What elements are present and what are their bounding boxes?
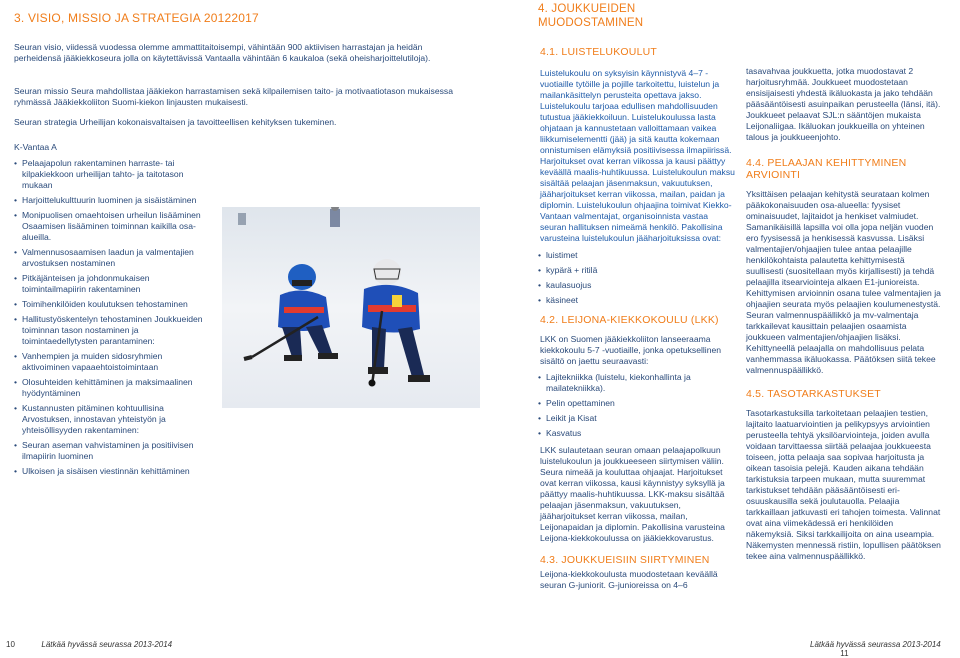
list-item: • Olosuhteiden kehittäminen ja maksimaalinen hyödyntäminen bbox=[14, 377, 193, 398]
list-item: • Vanhempien ja muiden sidosryhmien aktivoiminen vapaaehtoistoimintaan bbox=[14, 351, 163, 372]
hockey-players-illustration bbox=[222, 207, 480, 408]
list-item: • Lajitekniikka (luistelu, kiekonhallinta ja mailatekniikka). bbox=[538, 372, 691, 393]
left-page-number: 10 bbox=[6, 640, 15, 649]
right-page-title bbox=[538, 2, 643, 30]
list-item: • Kustannusten pitäminen kohtuullisina Arvostuksen, innostavan yhteistyön ja yhteisöllisyyden rakentaminen: bbox=[14, 403, 166, 435]
left-title-block bbox=[14, 11, 314, 25]
list-item: • Pelaajapolun rakentaminen harraste- tai kilpakiekkoon urheilijan tahto- ja taitotason mukaan bbox=[14, 158, 184, 190]
list-item: • Leikit ja Kisat bbox=[538, 413, 597, 423]
list-item: • kypärä + ritilä bbox=[538, 265, 598, 275]
section-4-3-text: Leijona-kiekkokoulusta muodostetaan keväällä seuran G-juniorit. G-junioreissa on 4–6 bbox=[540, 569, 718, 590]
list-item: • Kasvatus bbox=[538, 428, 582, 438]
list-item: • Pelin opettaminen bbox=[538, 398, 615, 408]
equipment-list bbox=[540, 250, 736, 306]
section-4-2-text-2: LKK sulautetaan seuran omaan pelaajapolkuun luistelukoulun ja joukkueeseen siirtymisen väliin. Seura nimeää ja kouluttaa ohjaajat. Harjoitukset ovat kerran viikossa, kausi käynnistyy syksyllä ja päättyy maalis-huhtikuussa. LKK-maksu sisältää pelaajan jäsenmaksun, vakuutuksen, jääharjoitukset kerran viikossa, mailan, Leijonapaidan ja diplomin. Pakollisina varusteina Leijona-kiekkokoulussa on jääkiekkovarustus. bbox=[540, 445, 725, 543]
left-footer bbox=[6, 640, 172, 649]
left-page-title: 3. VISIO, MISSIO JA STRATEGIA 20122017 bbox=[14, 11, 259, 25]
vision-paragraph: Seuran visio, viidessä vuodessa olemme ammattitaitoisempi, vähintään 900 aktiivisen harrastajan ja heidän perheidensä jääkiekkoseura jolla on käytettävissä Vantaalla vähintään 6 kaukaloa (sekä oheisharjoittelutiloja). bbox=[14, 42, 431, 63]
lkk-content-list bbox=[540, 372, 736, 439]
mission-paragraph: Seuran missio Seura mahdollistaa jääkiekon harrastamisen sekä kilpailemisen taito- ja motivaatiotason mukaisessa ryhmässä Jääkiekkoliiton Suomi-kiekon linjausten mukaisesti. bbox=[14, 86, 453, 107]
list-item: • Monipuolisen omaehtoisen urheilun lisääminen Osaamisen lisääminen toiminnan kaikilla osa-alueilla. bbox=[14, 210, 201, 242]
right-footer-title: Lätkää hyvässä seurassa 2013-2014 bbox=[810, 640, 941, 649]
section-4-3-heading: 4.3. JOUKKUEISIIN SIIRTYMINEN bbox=[540, 554, 710, 566]
section-4-5-text: Tasotarkastuksilla tarkoitetaan pelaajien testien, lajitaito laatuarviointien ja pelikypsyys arviointien perusteella tehtyä yksilöarviointeja, joiden avulla voidaan tarvittaessa siirtää pelaajaa joukkueesta toiseen, jotta pelaaja saa sopivaa harjoitusta ja oikean tasoisia pelejä. Kauden aikana tehdään tarkistuksia tarpeen mukaan, mutta suuremmat tarkistukset tehdään pääsääntöisesti eri-osuuskausilla sekä joulutauolla. Pelaajia tarkkaillaan jatkuvasti eri tahojen toimesta. Valinnat ovat aina viimekädessä eri henkilöiden näkemyksiä. Siksi tarkkailijoita on aina useampia. Näkemysten mennessä ristiin, lopullisen päätöksen tekee aina valmennuspäällikkö. bbox=[746, 408, 941, 561]
list-item: • Seuran aseman vahvistaminen ja positiivisen ilmapiirin luominen bbox=[14, 440, 194, 461]
right-title-line1: 4. JOUKKUEIDEN bbox=[538, 3, 636, 15]
kvantaa-label: K-Vantaa A bbox=[14, 142, 57, 152]
section-4-4-text: Yksittäisen pelaajan kehitystä seurataan kolmen pääkokonaisuuden osa-alueella: fyysiset ominaisuudet, lajitaidot ja henkiset valmiudet. Samanikäisillä lapsilla voi olla jopa neljän vuoden ero fyysisessä ja henkisessä kasvussa. Lisäksi valmentajien/ohjaajien tulee antaa pelaajille henkilökohtaista palautetta kehittymisestä suullisesti (suositellaan myös kirjallisesti) ja tehdä pelaajilla itsearviointeja alkaen E1-junioreista. Kehittymisen arvioinnin osana tulee valmentajien ja ohjaajien seurata myös pelaajien koulumenestystä. Seuran valmennuspäällikkö ja mv-valmentaja tarkkailevat kausittain pelaajien osaamista joukkueen valmentajien/ohjaajien lisäksi. Kehittyneellä pelaajalla on mahdollisuus pelata vanhemmassa ikäluokassa. Päätöksen siitä tekee valmennuspäällikkö. bbox=[746, 189, 941, 375]
list-item: • Ulkoisen ja sisäisen viestinnän kehittäminen bbox=[14, 466, 190, 476]
list-item: • kaulasuojus bbox=[538, 280, 592, 290]
strategy-bullet-list bbox=[16, 158, 212, 481]
section-4-1-text: Luistelukoulu on syksyisin käynnistyvä 4–7 -vuotiaille tytöille ja pojille tarkoitettu, luistelun ja mailankäsittelyn perusteita opettava jakso. Luistelukoulu tarjoaa edullisen mahdollisuuden tutustua jääkiekkoiluun. Luistelukoulussa lasta ohjataan ja kannustetaan valloittamaan vaikea liikkumiselementti (jää) ja sitä kautta kokemaan onnistumisen elämyksiä positiivisessa ilmapiirissä. Harjoitukset ovat kerran viikossa ja kausi päättyy keväällä maalis-huhtikuussa. Luistelukoulun maksu sisältää pelaajan jäsenmaksun, vakuutuksen, jääharjoitukset kerran viikossa, mailan, paidan ja diplomin. Luistelukoulun ohjaajina toimivat Kiekko-Vantaan valmentajat, organisoinnista vastaa seuran hallituksen nimeämä henkilö. Pakollisina varusteina luistelukoulun jääharjoituksissa ovat: bbox=[540, 68, 735, 243]
right-page bbox=[482, 0, 960, 656]
list-item: • Hallitustyöskentelyn tehostaminen Joukkueiden toiminnan tason nostaminen ja toimintaedellytysten parantaminen: bbox=[14, 314, 203, 346]
right-page-number: 11 bbox=[840, 649, 849, 658]
section-4-4-heading: 4.4. PELAAJAN KEHITTYMINEN ARVIOINTI bbox=[746, 157, 907, 181]
list-item: • käsineet bbox=[538, 295, 579, 305]
right-footer bbox=[810, 640, 960, 658]
hockey-photo bbox=[222, 207, 480, 408]
left-footer-title: Lätkää hyvässä seurassa 2013-2014 bbox=[41, 640, 173, 649]
section-4-3-continued-text: tasavahvaa joukkuetta, jotka muodostavat 2 harjoitusryhmää. Joukkueet muodostetaan ensisijaisesti yhdestä ikäluokasta ja jako tehdään pääsääntöisesti asuinpaikan perusteella (länsi, itä). Joukkueet pelaavat SJL:n sääntöjen mukaista Leijonaliigaa. Ikäluokan joukkueilla on yhteinen talous ja joukkueenjohto. bbox=[746, 66, 941, 142]
list-item: • luistimet bbox=[538, 250, 578, 260]
section-4-5-heading: 4.5. TASOTARKASTUKSET bbox=[746, 388, 881, 400]
list-item: • Valmennusosaamisen laadun ja valmentajien arvostuksen nostaminen bbox=[14, 247, 194, 268]
list-item: • Pitkäjänteisen ja johdonmukaisen toimintailmapiirin rakentaminen bbox=[14, 273, 150, 294]
section-4-1-heading: 4.1. LUISTELUKOULUT bbox=[540, 46, 658, 58]
list-item: • Toimihenkilöiden koulutuksen tehostaminen bbox=[14, 299, 188, 309]
list-item: • Harjoittelukulttuurin luominen ja sisäistäminen bbox=[14, 195, 197, 205]
right-column-1 bbox=[540, 46, 736, 591]
strategy-paragraph: Seuran strategia Urheilijan kokonaisvaltaisen ja tavoitteellisen kehityksen tukeminen. bbox=[14, 117, 337, 127]
section-4-2-text: LKK on Suomen jääkiekkoliiton lanseeraama kiekkokoulu 5-7 -vuotiaille, jonka opetuksellinen sisältö on jaettu seuraavasti: bbox=[540, 334, 722, 366]
section-4-2-heading: 4.2. LEIJONA-KIEKKOKOULU (LKK) bbox=[540, 314, 719, 326]
right-title-line2: MUODOSTAMINEN bbox=[538, 17, 644, 29]
right-column-2 bbox=[746, 66, 942, 562]
